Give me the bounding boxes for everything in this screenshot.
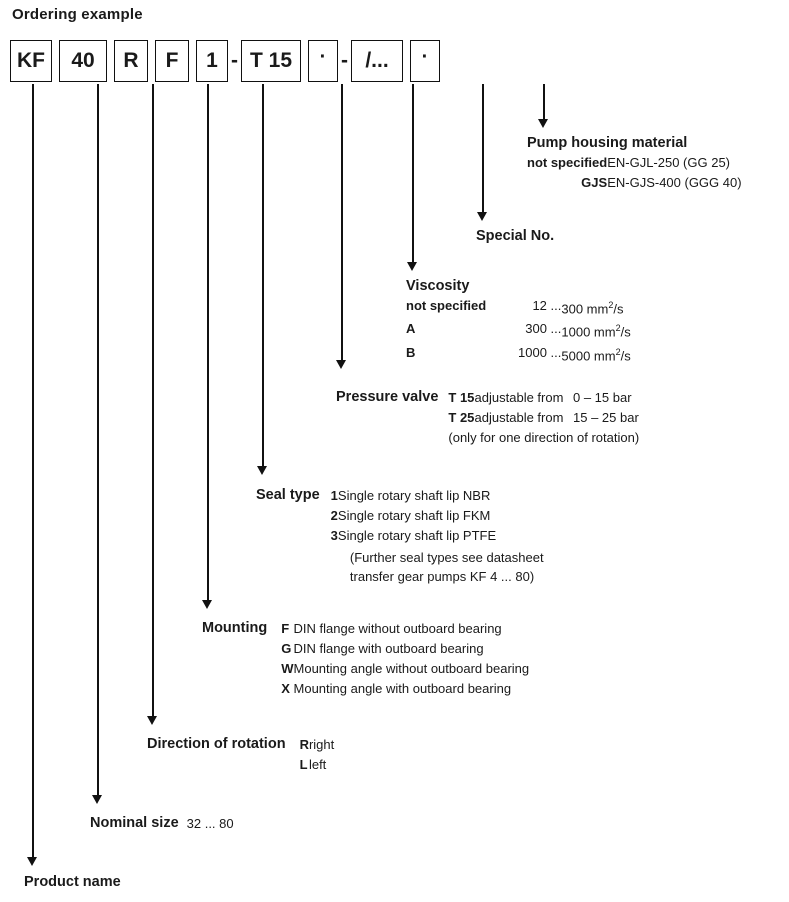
- table-row: [202, 659, 529, 679]
- legend-product-name: [24, 873, 121, 892]
- table-row: [336, 388, 639, 408]
- table-row: [406, 319, 631, 342]
- rotation-key-1: L: [299, 757, 308, 772]
- legend-pressure-valve: [336, 388, 639, 448]
- viscosity-from-2: 1000 ...: [518, 344, 562, 360]
- table-row: [256, 506, 544, 526]
- mounting-value-0: DIN flange without outboard bearing: [293, 621, 502, 636]
- viscosity-to-2: 5000 $mm^2/s$: [561, 346, 631, 363]
- mounting-value-3: Mounting angle with outboard bearing: [293, 681, 512, 696]
- leader-line-pressure-valve: [341, 84, 343, 362]
- code-box-product-name[interactable]: KF: [10, 40, 52, 82]
- mounting-key-3: X: [281, 681, 290, 696]
- leader-line-seal-type: [262, 84, 264, 468]
- seal-note-line-2: transfer gear pumps KF 4 ... 80): [349, 569, 535, 584]
- legend-mounting-heading: Mounting: [202, 620, 268, 636]
- leader-line-mounting: [207, 84, 209, 602]
- arrow-viscosity: [407, 262, 417, 271]
- legend-viscosity: [406, 277, 631, 366]
- seal-value-0: Single rotary shaft lip NBR: [337, 488, 491, 503]
- seal-note-line-1: (Further seal types see datasheet: [349, 550, 544, 565]
- pv-note: (only for one direction of rotation): [448, 430, 640, 445]
- arrow-nominal-size: [92, 795, 102, 804]
- code-box-housing-material[interactable]: ·: [410, 40, 440, 82]
- legend-nominal-size: [90, 814, 234, 834]
- page-title: Ordering example: [12, 6, 143, 23]
- table-row: [256, 526, 544, 546]
- code-box-special-no[interactable]: /...: [351, 40, 403, 82]
- legend-special-no-heading: Special No.: [476, 228, 555, 244]
- table-row: [406, 343, 631, 366]
- legend-housing: [527, 134, 742, 193]
- legend-product-name-heading: Product name: [24, 874, 121, 890]
- housing-value-1: EN-GJS-400 (GGG 40): [607, 175, 742, 190]
- pv-value-1: adjustable from: [474, 410, 564, 425]
- mounting-key-1: G: [281, 641, 292, 656]
- viscosity-from-0: 12 ...: [532, 298, 562, 313]
- seal-key-0: 1: [330, 488, 338, 503]
- seal-note: [338, 546, 544, 587]
- legend-special-no: [476, 227, 554, 246]
- viscosity-to-0: 300 $mm^2/s$: [561, 300, 624, 317]
- table-row: [202, 639, 529, 659]
- legend-nominal-size-table: [90, 814, 234, 834]
- legend-seal-type-heading: Seal type: [256, 487, 320, 503]
- table-row: [90, 814, 234, 834]
- housing-value-0: EN-GJL-250 (GG 25): [607, 155, 731, 170]
- legend-housing-heading: Pump housing material: [527, 135, 688, 151]
- leader-line-rotation: [152, 84, 154, 718]
- seal-value-1: Single rotary shaft lip FKM: [337, 508, 491, 523]
- mounting-key-2: W: [281, 661, 294, 676]
- legend-pressure-valve-table: [336, 388, 639, 448]
- legend-pressure-valve-heading: Pressure valve: [336, 389, 439, 405]
- code-box-rotation[interactable]: R: [114, 40, 148, 82]
- code-separator-2: -: [341, 49, 348, 72]
- seal-key-2: 3: [330, 528, 338, 543]
- seal-key-1: 2: [330, 508, 338, 523]
- code-separator-1: -: [231, 49, 238, 72]
- code-box-seal-type[interactable]: 1: [196, 40, 228, 82]
- legend-viscosity-table: [406, 296, 631, 366]
- arrow-housing: [538, 119, 548, 128]
- viscosity-key-1: A: [406, 321, 416, 337]
- viscosity-from-1: 300 ...: [525, 321, 562, 337]
- housing-key-1: GJS: [581, 175, 608, 190]
- legend-seal-type-table: [256, 486, 544, 587]
- table-row: [147, 755, 334, 775]
- arrow-special-no: [477, 212, 487, 221]
- arrow-product-name: [27, 857, 37, 866]
- arrow-pressure-valve: [336, 360, 346, 369]
- leader-line-viscosity: [412, 84, 414, 264]
- viscosity-key-0: not specified: [406, 298, 487, 313]
- table-row: [147, 735, 334, 755]
- table-row: [336, 408, 639, 428]
- leader-line-product-name: [32, 84, 34, 859]
- rotation-value-1: left: [308, 757, 327, 772]
- rotation-value-0: right: [308, 737, 335, 752]
- mounting-value-1: DIN flange with outboard bearing: [293, 641, 484, 656]
- legend-rotation-table: [147, 735, 334, 775]
- viscosity-key-2: B: [406, 344, 416, 360]
- legend-rotation-heading: Direction of rotation: [147, 736, 286, 752]
- leader-line-housing: [543, 84, 545, 121]
- housing-key-0: not specified: [527, 155, 608, 170]
- legend-housing-table: [527, 153, 742, 193]
- code-box-pressure-valve[interactable]: T 15: [241, 40, 301, 82]
- table-row: [256, 486, 544, 506]
- arrow-seal-type: [257, 466, 267, 475]
- leader-line-special-no: [482, 84, 484, 214]
- table-row: [336, 428, 639, 448]
- table-row: [527, 173, 742, 193]
- legend-seal-type: [256, 486, 544, 587]
- code-box-mounting[interactable]: F: [155, 40, 189, 82]
- legend-rotation: [147, 735, 334, 775]
- nominal-size-value: 32 ... 80: [186, 816, 234, 831]
- seal-value-2: Single rotary shaft lip PTFE: [337, 528, 497, 543]
- viscosity-to-1: 1000 $mm^2/s$: [561, 323, 631, 340]
- table-row: [406, 296, 631, 319]
- table-row: [202, 619, 529, 639]
- table-row: [527, 153, 742, 173]
- rotation-key-0: R: [299, 737, 309, 752]
- table-row: [202, 679, 529, 699]
- pv-key-0: T 15: [448, 390, 475, 405]
- order-code-row: [10, 40, 440, 82]
- mounting-value-2: Mounting angle without outboard bearing: [293, 661, 530, 676]
- code-box-nominal-size[interactable]: 40: [59, 40, 107, 82]
- legend-mounting: [202, 619, 529, 699]
- code-box-viscosity[interactable]: ·: [308, 40, 338, 82]
- arrow-mounting: [202, 600, 212, 609]
- legend-viscosity-heading: Viscosity: [406, 278, 470, 294]
- pv-range-0: 0 – 15 bar: [573, 390, 632, 405]
- table-row: [256, 546, 544, 587]
- pv-range-1: 15 – 25 bar: [573, 410, 639, 425]
- arrow-rotation: [147, 716, 157, 725]
- mounting-key-0: F: [281, 621, 290, 636]
- pv-value-0: adjustable from: [474, 390, 564, 405]
- leader-line-nominal-size: [97, 84, 99, 797]
- legend-mounting-table: [202, 619, 529, 699]
- pv-key-1: T 25: [448, 410, 475, 425]
- legend-nominal-size-heading: Nominal size: [90, 815, 179, 831]
